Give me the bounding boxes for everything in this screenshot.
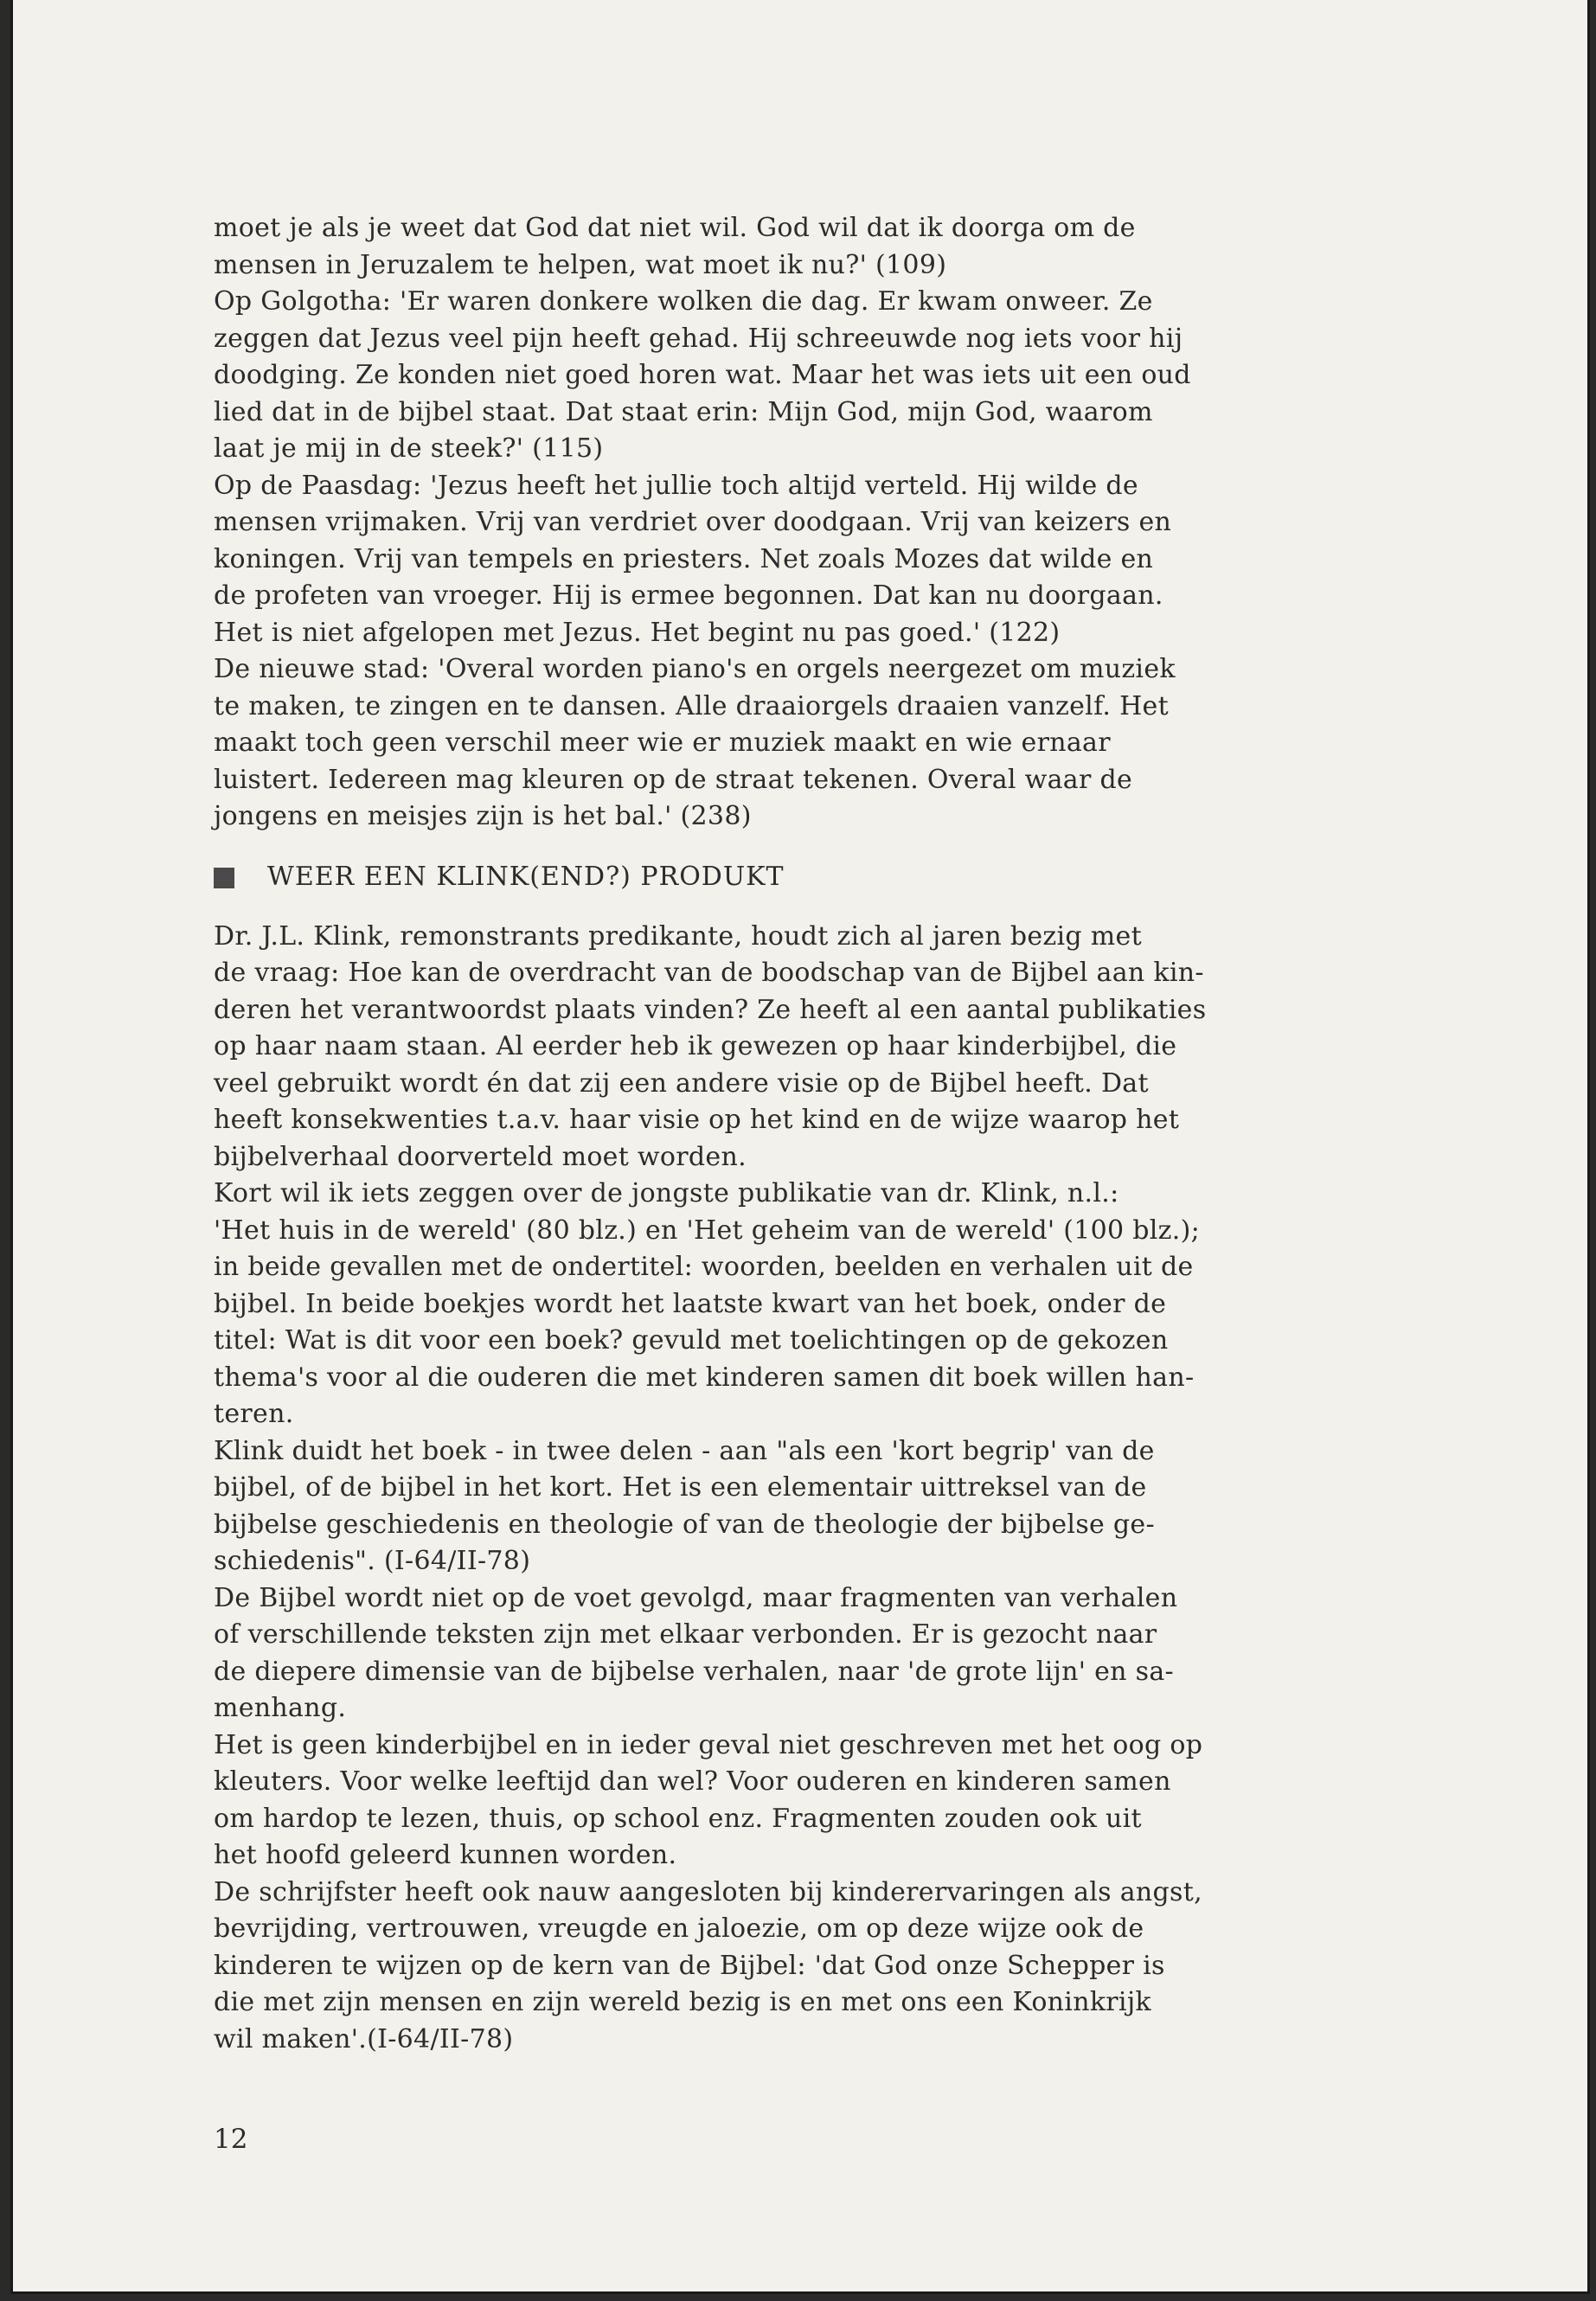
text-line: koningen. Vrij van tempels en priesters. Net zoals Mozes dat wilde en (214, 543, 1154, 574)
text-line: menhang. (214, 1693, 347, 1723)
text-line: Het is niet afgelopen met Jezus. Het begint nu pas goed.' (122) (214, 617, 1061, 648)
text-line: teren. (214, 1399, 294, 1429)
text-line: moet je als je weet dat God dat niet wil. God wil dat ik doorga om de (214, 213, 1136, 243)
text-line: om hardop te lezen, thuis, op school enz. Fragmenten zouden ook uit (214, 1803, 1142, 1834)
text-line: Dr. J.L. Klink, remonstrants predikante, houdt zich al jaren bezig met (214, 920, 1142, 952)
text-line: De nieuwe stad: 'Overal worden piano's en orgels neergezet om muziek (214, 654, 1176, 684)
text-line: maakt toch geen verschil meer wie er muziek maakt en wie ernaar (214, 727, 1111, 758)
text-line: titel: Wat is dit voor een boek? gevuld met toelichtingen op de gekozen (214, 1325, 1169, 1356)
text-line: laat je mij in de steek?' (115) (214, 433, 604, 464)
text-line: mensen in Jeruzalem te helpen, wat moet ik nu?' (109) (214, 249, 947, 280)
text-line: zeggen dat Jezus veel pijn heeft gehad. Hij schreeuwde nog iets voor hij (214, 323, 1183, 354)
text-line: de profeten van vroeger. Hij is ermee begonnen. Dat kan nu doorgaan. (214, 580, 1163, 611)
section-heading-text: WEER EEN KLINK(END?) PRODUKT (267, 862, 785, 893)
text-line: De Bijbel wordt niet op de voet gevolgd, maar fragmenten van verhalen (214, 1582, 1178, 1613)
text-line: kleuters. Voor welke leeftijd dan wel? Voor ouderen en kinderen samen (214, 1766, 1171, 1797)
text-line: deren het verantwoordst plaats vinden? Ze heeft al een aantal publikaties (214, 994, 1207, 1025)
text-line: Kort wil ik iets zeggen over de jongste publikatie van dr. Klink, n.l.: (214, 1178, 1119, 1208)
text-line: de vraag: Hoe kan de overdracht van de boodschap van de Bijbel aan kin- (214, 958, 1204, 988)
text-line: Klink duidt het boek - in twee delen - aan "als een 'kort begrip' van de (214, 1435, 1155, 1466)
document-page (10, 0, 1590, 2294)
square-bullet-icon (214, 868, 234, 888)
text-line: Op Golgotha: 'Er waren donkere wolken die dag. Er kwam onweer. Ze (214, 286, 1153, 317)
page-number: 12 (214, 2124, 248, 2155)
text-line: bijbel. In beide boekjes wordt het laatste kwart van het boek, onder de (214, 1288, 1167, 1319)
text-line: jongens en meisjes zijn is het bal.' (238) (214, 801, 752, 831)
text-line: te maken, te zingen en te dansen. Alle draaiorgels draaien vanzelf. Het (214, 690, 1169, 721)
text-line: lied dat in de bijbel staat. Dat staat erin: Mijn God, mijn God, waarom (214, 396, 1153, 427)
text-line: in beide gevallen met de ondertitel: woorden, beelden en verhalen uit de (214, 1252, 1194, 1282)
text-line: kinderen te wijzen op de kern van de Bijbel: 'dat God onze Schepper is (214, 1950, 1165, 1981)
text-line: wil maken'.(I-64/II-78) (214, 2023, 514, 2054)
text-line: De schrijfster heeft ook nauw aangesloten bij kinderervaringen als angst, (214, 1876, 1202, 1907)
text-line: heeft konsekwenties t.a.v. haar visie op het kind en de wijze waarop het (214, 1105, 1180, 1135)
text-line: Het is geen kinderbijbel en in ieder geval niet geschreven met het oog op (214, 1729, 1203, 1760)
text-line: die met zijn mensen en zijn wereld bezig is en met ons een Koninkrijk (214, 1987, 1151, 2017)
text-line: bijbelse geschiedenis en theologie of van de theologie der bijbelse ge- (214, 1509, 1155, 1540)
text-line: de diepere dimensie van de bijbelse verhalen, naar 'de grote lijn' en sa- (214, 1656, 1174, 1687)
section-heading (214, 860, 1442, 896)
text-line: thema's voor al die ouderen die met kinderen samen dit boek willen han- (214, 1362, 1195, 1393)
text-line: mensen vrijmaken. Vrij van verdriet over doodgaan. Vrij van keizers en (214, 507, 1172, 537)
text-line: 'Het huis in de wereld' (80 blz.) en 'Het geheim van de wereld' (100 blz.); (214, 1215, 1200, 1246)
text-block-review (214, 919, 1442, 2059)
text-line: of verschillende teksten zijn met elkaar verbonden. Er is gezocht naar (214, 1619, 1157, 1650)
text-line: bijbelverhaal doorverteld moet worden. (214, 1141, 747, 1172)
text-line: het hoofd geleerd kunnen worden. (214, 1840, 677, 1870)
text-line: bevrijding, vertrouwen, vreugde en jaloezie, om op deze wijze ook de (214, 1913, 1144, 1944)
text-line: doodging. Ze konden niet goed horen wat. Maar het was iets uit een oud (214, 360, 1191, 390)
text-line: schiedenis". (I-64/II-78) (214, 1546, 531, 1576)
text-line: veel gebruikt wordt én dat zij een andere visie op de Bijbel heeft. Dat (214, 1067, 1149, 1099)
text-line: op haar naam staan. Al eerder heb ik gewezen op haar kinderbijbel, die (214, 1031, 1177, 1061)
text-line: bijbel, of de bijbel in het kort. Het is een elementair uittreksel van de (214, 1472, 1147, 1503)
text-block-quotes (214, 210, 1442, 836)
text-line: luistert. Iedereen mag kleuren op de straat tekenen. Overal waar de (214, 764, 1133, 795)
page-content (214, 210, 1442, 2058)
text-line: Op de Paasdag: 'Jezus heeft het jullie toch altijd verteld. Hij wilde de (214, 470, 1138, 501)
